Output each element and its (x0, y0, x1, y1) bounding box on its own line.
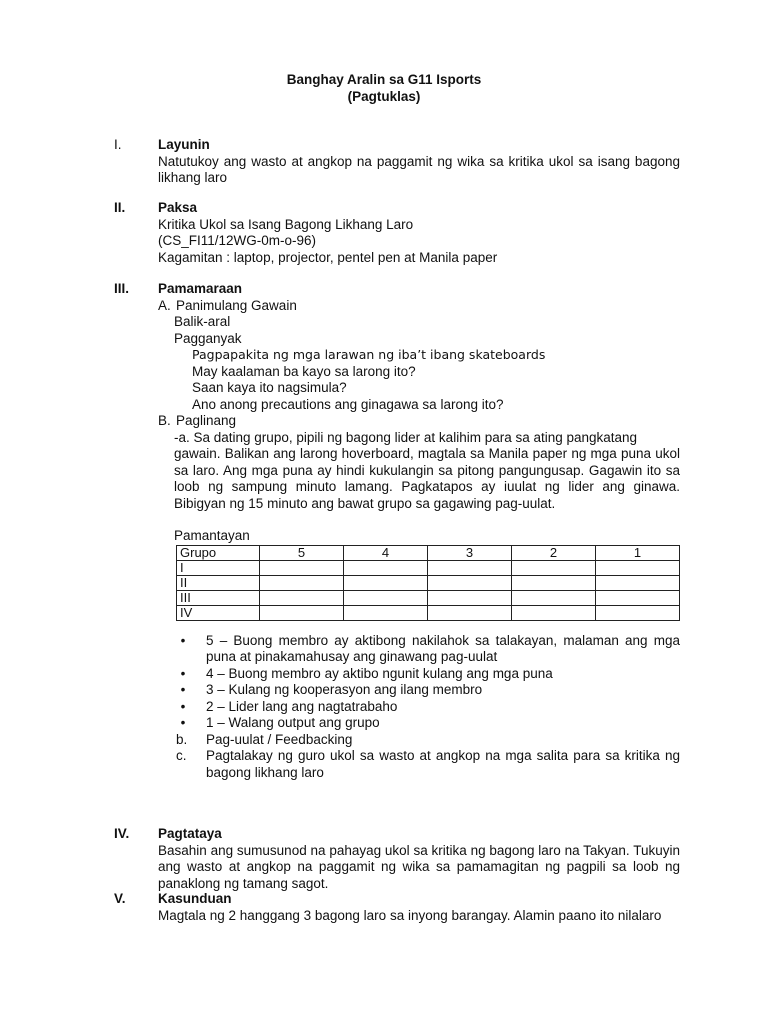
section-heading: Paksa (158, 200, 198, 215)
table-row (177, 590, 680, 605)
activity-paragraph-1: -a. Sa dating grupo, pipili ng bagong lider at kalihim para sa ating pangkatang (174, 429, 638, 445)
rubric-table (176, 545, 680, 621)
table-row (177, 575, 680, 590)
pamantayan-label: Pamantayan (174, 528, 250, 543)
pagganyak: Pagganyak (174, 330, 242, 346)
list-item: • 2 – Lider lang ang nagtatrabaho (180, 698, 398, 714)
section-number: II. (114, 200, 126, 215)
header-cell: 5 (260, 545, 344, 560)
section-kasunduan (114, 891, 680, 924)
activity-paragraph-2: gawain. Balikan ang larong hoverboard, magtala sa Manila paper ng mga puna ukol sa laro. Ang mga puna ay hindi kukulangin sa pitong pangungusap. Gagawin ito sa loob ng sampung minuto lamang. Pagkatapos ay iuulat ng lider ang ginawa. Bibigyan ng 15 minuto ang bawat grupo sa gagawing pag-uulat. (174, 446, 680, 511)
header-cell: 1 (596, 545, 680, 560)
header-cell: Grupo (177, 545, 260, 560)
section-pamamaraan (114, 281, 680, 781)
section-paksa (114, 200, 680, 266)
list-item: • 4 – Buong membro ay aktibo ngunit kulang ang mga puna (180, 665, 553, 681)
section-text: Natutukoy ang wasto at angkop na paggamit ng wika sa kritika ukol sa isang bagong likhang laro (158, 153, 680, 185)
section-number: V. (114, 891, 126, 906)
header-cell: 4 (344, 545, 428, 560)
list-item: • 1 – Walang output ang grupo (180, 715, 380, 730)
section-number: I. (114, 137, 122, 152)
table-row (177, 605, 680, 620)
section-pagtataya (114, 826, 680, 892)
table-header-row (177, 545, 680, 560)
part-a-heading: A. Panimulang Gawain (158, 297, 297, 313)
section-heading: Pamamaraan (158, 281, 243, 296)
section-heading: Pagtataya (158, 826, 222, 841)
group-cell: III (177, 590, 260, 605)
section-text: Magtala ng 2 hanggang 3 bagong laro sa inyong barangay. Alamin paano ito nilalaro (158, 907, 662, 923)
criteria-list (176, 633, 680, 782)
section-text: Basahin ang sumusunod na pahayag ukol sa kritika ng bagong laro na Takyan. Tukuyin ang wasto at angkop na paggamit ng wika sa pamamagitan ng pagpili sa loob ng panaklong ng tamang sagot. (158, 842, 680, 891)
materials-line: Kagamitan : laptop, projector, pentel pen at Manila paper (158, 249, 498, 265)
group-cell: IV (177, 605, 260, 620)
section-heading: Layunin (158, 137, 210, 152)
section-heading: Kasunduan (158, 891, 232, 906)
list-item: • 5 – Buong membro ay aktibong nakilahok sa talakayan, malaman ang mga puna at pinakamahusay ang ginawang pag-uulat (180, 632, 680, 664)
balik-aral: Balik-aral (174, 314, 231, 329)
header-cell: 2 (512, 545, 596, 560)
section-number: III. (114, 281, 130, 296)
topic-code: (CS_FI11/12WG-0m-o-96) (158, 233, 317, 248)
table-row (177, 560, 680, 575)
document-title (0, 71, 768, 105)
group-cell: II (177, 575, 260, 590)
sub-item-b: b. Pag-uulat / Feedbacking (176, 731, 353, 747)
motivation-question: Saan kaya ito nagsimula? (192, 380, 347, 395)
topic-line: Kritika Ukol sa Isang Bagong Likhang Laro (158, 216, 414, 232)
group-cell: I (177, 560, 260, 575)
sub-item-c: c. Pagtalakay ng guro ukol sa wasto at angkop na mga salita para sa kritika ng bagong likhang laro (176, 748, 680, 780)
section-number: IV. (114, 826, 130, 841)
section-layunin (114, 137, 680, 187)
part-b-heading: B. Paglinang (158, 413, 237, 428)
title-line-1: Banghay Aralin sa G11 Isports (286, 72, 482, 87)
header-cell: 3 (428, 545, 512, 560)
title-line-2: (Pagtuklas) (347, 89, 421, 104)
motivation-question: Ano anong precautions ang ginagawa sa larong ito? (192, 396, 504, 412)
list-item: • 3 – Kulang ng kooperasyon ang ilang membro (180, 682, 483, 697)
motivation-line: Pagpapakita ng mga larawan ng iba’t ibang skateboards (192, 347, 546, 362)
motivation-question: May kaalaman ba kayo sa larong ito? (192, 363, 416, 379)
